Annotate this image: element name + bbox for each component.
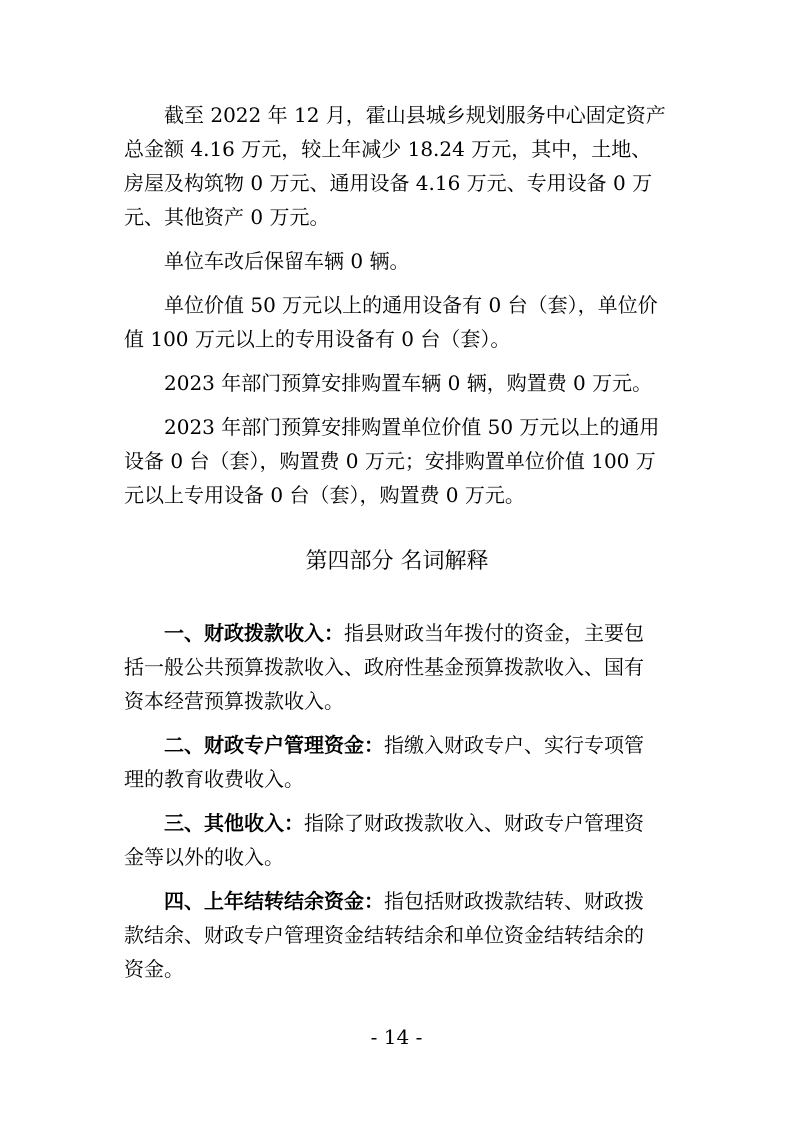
assets-paragraph <box>124 98 670 234</box>
vehicles-paragraph <box>124 244 670 278</box>
term-definition <box>124 616 670 718</box>
text-line: 款结余、财政专户管理资金结转结余和单位资金结转结余的 <box>124 923 644 947</box>
text-line: 2023 年部门预算安排购置车辆 0 辆，购置费 0 万元。 <box>164 371 653 395</box>
budget-equipment-paragraph <box>124 410 670 512</box>
text-line: 总金额 4.16 万元，较上年减少 18.24 万元，其中，土地、 <box>124 137 652 161</box>
text-line: 设备 0 台（套），购置费 0 万元；安排购置单位价值 100 万 <box>124 449 656 473</box>
term-definition <box>124 728 670 796</box>
text-line: 括一般公共预算拨款收入、政府性基金预算拨款收入、国有 <box>124 655 644 679</box>
text-line: 资金。 <box>124 957 184 981</box>
definition-text: 指包括财政拨款结转、财政拨 <box>384 889 644 913</box>
page-number: - 14 - <box>370 1025 423 1049</box>
text-line <box>124 884 670 918</box>
text-line: 截至 2022 年 12 月，霍山县城乡规划服务中心固定资产 <box>164 103 666 127</box>
term-label: 二、财政专户管理资金： <box>164 733 384 757</box>
text-line: 元、其他资产 0 万元。 <box>124 205 330 229</box>
term-definition <box>124 884 670 986</box>
text-line <box>124 616 670 650</box>
text-line: 金等以外的收入。 <box>124 845 284 869</box>
text-line: 房屋及构筑物 0 万元、通用设备 4.16 万元、专用设备 0 万 <box>124 171 653 195</box>
text-line: 元以上专用设备 0 台（套），购置费 0 万元。 <box>124 483 525 507</box>
text-line: 值 100 万元以上的专用设备有 0 台（套）。 <box>124 327 511 351</box>
text-line <box>124 728 670 762</box>
page-content <box>124 98 670 996</box>
text-line: 单位价值 50 万元以上的通用设备有 0 台（套），单位价 <box>164 293 658 317</box>
definition-text: 指县财政当年拨付的资金，主要包 <box>344 621 644 645</box>
definition-text: 指缴入财政专户、实行专项管 <box>384 733 644 757</box>
term-label: 四、上年结转结余资金： <box>164 889 384 913</box>
text-line: 单位车改后保留车辆 0 辆。 <box>164 249 410 273</box>
term-label: 三、其他收入： <box>164 811 304 835</box>
term-label: 一、财政拨款收入： <box>164 621 344 645</box>
section-title: 第四部分 名词解释 <box>305 549 489 574</box>
text-line: 资本经营预算拨款收入。 <box>124 689 344 713</box>
definition-text: 指除了财政拨款收入、财政专户管理资 <box>304 811 644 835</box>
term-definition <box>124 806 670 874</box>
equipment-paragraph <box>124 288 670 356</box>
text-line <box>124 806 670 840</box>
text-line: 理的教育收费收入。 <box>124 767 304 791</box>
budget-vehicle-paragraph <box>124 366 670 400</box>
text-line: 2023 年部门预算安排购置单位价值 50 万元以上的通用 <box>164 415 660 439</box>
